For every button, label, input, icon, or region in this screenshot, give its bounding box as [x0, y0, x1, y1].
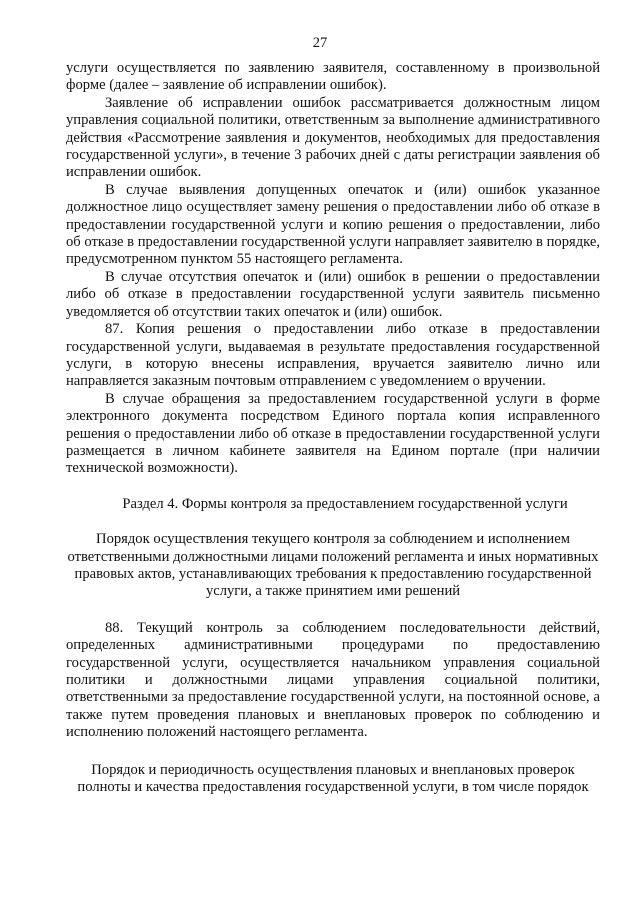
subheading-current-control: Порядок осуществления текущего контроля за соблюдением и исполнением ответственными должностными лицами положений регламента и иных нормативных правовых актов, устанавливающих требования к предоставлению государственной услуги, а также принятием ими решений	[67, 531, 599, 600]
paragraph-no-errors: В случае отсутствия опечаток и (или) ошибок в решении о предоставлении либо об отказе в предоставлении государственной услуги заявитель письменно уведомляется об отсутствии таких опечаток и (или) ошибок.	[66, 268, 600, 320]
paragraph-continuation: услуги осуществляется по заявлению заявителя, составленному в произвольной форме (далее – заявление об исправлении ошибок).	[66, 60, 600, 94]
paragraph-errors-found: В случае выявления допущенных опечаток и (или) ошибок указанное должностное лицо осуществляет замену решения о предоставлении либо об отказе в предоставлении государственной услуги и копию решения о предоставлении, либо об отказе в предоставлении государственной услуги направляет заявителю в порядке, предусмотренном пунктом 55 настоящего регламента.	[66, 181, 600, 268]
paragraph-electronic-document: В случае обращения за предоставлением государственной услуги в форме электронного документа посредством Единого портала копия исправленного решения о предоставлении либо об отказе в предоставлении государственной услуги размещается в личном кабинете заявителя на Едином портале (при наличии технической возможности).	[66, 390, 600, 477]
section-title: Раздел 4. Формы контроля за предоставлением государственной услуги	[122, 495, 568, 512]
paragraph-review-application: Заявление об исправлении ошибок рассматривается должностным лицом управления социальной политики, ответственным за выполнение административного действия «Рассмотрение заявления и документов, необходимых для предоставления государственной услуги», в течение 3 рабочих дней с даты регистрации заявления об исправлении ошибок.	[66, 94, 600, 181]
paragraph-item-88: 88. Текущий контроль за соблюдением последовательности действий, определенных административными процедурами по предоставлению государственной услуги, осуществляется начальником управления социальной политики и должностными лицами управления социальной политики, ответственными за предоставление государственной услуги, на постоянной основе, а также путем проведения плановых и внеплановых проверок по соблюдению и исполнению положений настоящего регламента.	[66, 619, 600, 741]
page-number: 27	[312, 35, 328, 51]
document-body	[66, 60, 600, 796]
paragraph-item-87: 87. Копия решения о предоставлении либо отказе в предоставлении государственной услуги, выдаваемая в результате предоставления государственной услуги, в которую внесены исправления, вручается заявителю лично или направляется заказным почтовым отправлением с уведомлением о вручении.	[66, 321, 600, 390]
subheading-inspections: Порядок и периодичность осуществления плановых и внеплановых проверок полноты и качества предоставления государственной услуги, в том числе порядок	[77, 761, 589, 796]
